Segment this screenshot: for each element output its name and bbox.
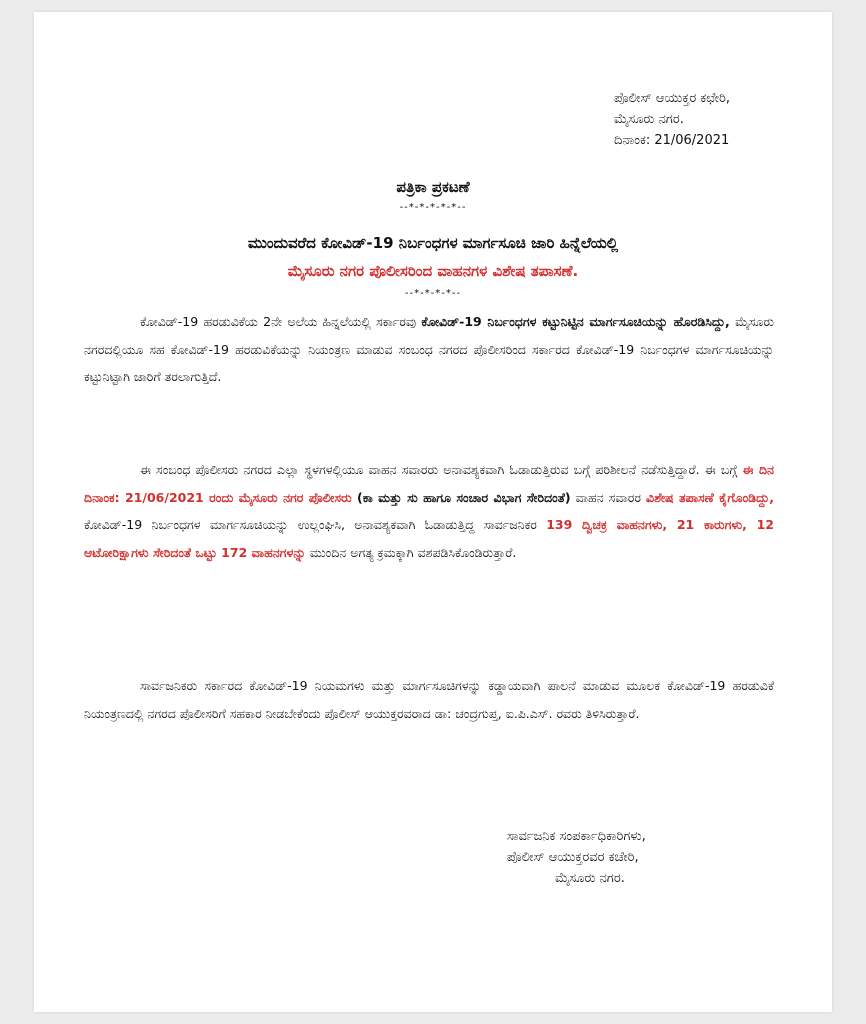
- p1-bold-guidelines: ಕೋವಿಡ್-19 ನಿರ್ಬಂಧಗಳ ಕಟ್ಟುನಿಟ್ಟಿನ ಮಾರ್ಗಸೂಚಿಯನ್ನು ಹೊರಡಿಸಿದ್ದು,: [421, 314, 730, 329]
- paragraph-2: [84, 456, 774, 566]
- office-city: ಮೈಸೂರು ನಗರ.: [614, 112, 684, 127]
- p2-text-c: ಕೋವಿಡ್-19 ನಿರ್ಬಂಧಗಳ ಮಾರ್ಗಸೂಚಿಯನ್ನು ಉಲ್ಲಂಘಿಸಿ, ಅನಾವಶ್ಯಕವಾಗಿ ಓಡಾಡುತ್ತಿದ್ದ ಸಾರ್ವಜನಿಕರ: [84, 517, 547, 532]
- p1-text-b: ಮೈಸೂರು ನಗರದಲ್ಲಿಯೂ ಸಹ ಕೋವಿಡ್-19 ಹರಡುವಿಕೆಯನ್ನು ನಿಯಂತ್ರಣ ಮಾಡುವ ಸಂಬಂಧ ನಗರದ ಪೊಲೀಸರಿಂದ ಸರ್ಕಾರದ ಕೋವಿಡ್-19 ನಿರ್ಬಂಧಗಳ ಮಾರ್ಗಸೂಚಿಯನ್ನು ಕಟ್ಟುನಿಟ್ಟಾಗಿ ಜಾರಿಗೆ ತರಲಾಗುತ್ತಿದೆ.: [84, 314, 774, 384]
- paragraph-1: [84, 308, 774, 391]
- document-title: ಪತ್ರಿಕಾ ಪ್ರಕಟಣೆ: [396, 178, 470, 196]
- p2-text-d: ಮುಂದಿನ ಅಗತ್ಯ ಕ್ರಮಕ್ಕಾಗಿ ವಶಪಡಿಸಿಕೊಂಡಿರುತ್ತಾರೆ.: [305, 544, 517, 560]
- signature-designation: ಸಾರ್ವಜನಿಕ ಸಂಪರ್ಕಾಧಿಕಾರಿಗಳು,: [507, 829, 646, 844]
- signature-block: [507, 826, 646, 889]
- separator-bottom: --*-*-*-*--: [404, 288, 462, 299]
- release-date: ದಿನಾಂಕ: 21/06/2021: [614, 133, 730, 148]
- signature-office: ಪೊಲೀಸ್ ಆಯುಕ್ತರವರ ಕಚೇರಿ,: [507, 850, 639, 865]
- signature-city: ಮೈಸೂರು ನಗರ.: [555, 871, 625, 886]
- p2-text-a: ಈ ಸಂಬಂಧ ಪೊಲೀಸರು ನಗರದ ಎಲ್ಲಾ ಸ್ಥಳಗಳಲ್ಲಿಯೂ ವಾಹನ ಸವಾರರು ಅನಾವಶ್ಯಕವಾಗಿ ಓಡಾಡುತ್ತಿರುವ ಬಗ್ಗೆ ಪರಿಶೀಲನೆ ನಡೆಸುತ್ತಿದ್ದಾರೆ. ಈ ಬಗ್ಗೆ: [140, 462, 743, 477]
- p2-red-special-check: ವಿಶೇಷ ತಪಾಸಣೆ ಕೈಗೊಂಡಿದ್ದು,: [646, 489, 774, 505]
- paragraph-3: ಸಾರ್ವಜನಿಕರು ಸರ್ಕಾರದ ಕೋವಿಡ್-19 ನಿಯಮಗಳು ಮತ್ತು ಮಾರ್ಗಸೂಚಿಗಳನ್ನು ಕಡ್ಡಾಯವಾಗಿ ಪಾಲನೆ ಮಾಡುವ ಮೂಲಕ ಕೋವಿಡ್-19 ಹರಡುವಿಕೆ ನಿಯಂತ್ರಣದಲ್ಲಿ ನಗರದ ಪೊಲೀಸರಿಗೆ ಸಹಕಾರ ನೀಡಬೇಕೆಂದು ಪೊಲೀಸ್ ಆಯುಕ್ತರವರಾದ ಡಾ: ಚಂದ್ರಗುಪ್ತ, ಐ.ಪಿ.ಎಸ್. ರವರು ತಿಳಿಸಿರುತ್ತಾರೆ.: [84, 678, 774, 721]
- office-name: ಪೊಲೀಸ್ ಆಯುಕ್ತರ ಕಛೇರಿ,: [614, 91, 730, 106]
- press-release-page: [34, 12, 832, 1012]
- p2-red-vehicle-counts: 139 ದ್ವಿಚಕ್ರ ವಾಹನಗಳು, 21 ಕಾರುಗಳು, 12 ಆಟೋರಿಕ್ಷಾಗಳು ಸೇರಿದಂತೆ ಒಟ್ಟು 172 ವಾಹನಗಳನ್ನು: [84, 517, 774, 560]
- p1-text-a: ಕೋವಿಡ್-19 ಹರಡುವಿಕೆಯ 2ನೇ ಅಲೆಯ ಹಿನ್ನಲೆಯಲ್ಲಿ ಸರ್ಕಾರವು: [140, 314, 422, 329]
- p2-bold-divisions: (ಕಾ ಮತ್ತು ಸು ಹಾಗೂ ಸಂಚಾರ ವಿಭಾಗ ಸೇರಿದಂತೆ): [351, 489, 571, 505]
- headline-main: ಮುಂದುವರೆದ ಕೋವಿಡ್-19 ನಿರ್ಬಂಧಗಳ ಮಾರ್ಗಸೂಚಿ ಜಾರಿ ಹಿನ್ನೆಲೆಯಲ್ಲಿ: [247, 234, 619, 252]
- office-address: [614, 88, 730, 151]
- headline-sub: ಮೈಸೂರು ನಗರ ಪೊಲೀಸರಿಂದ ವಾಹನಗಳ ವಿಶೇಷ ತಪಾಸಣೆ.: [287, 262, 579, 280]
- p2-text-b: ವಾಹನ ಸವಾರರ: [570, 489, 647, 505]
- separator-top: --*-*-*-*-*--: [399, 202, 467, 213]
- p2-red-date-police: ಈ ದಿನ ದಿನಾಂಕ: 21/06/2021 ರಂದು ಮೈಸೂರು ನಗರ ಪೊಲೀಸರು: [84, 462, 774, 505]
